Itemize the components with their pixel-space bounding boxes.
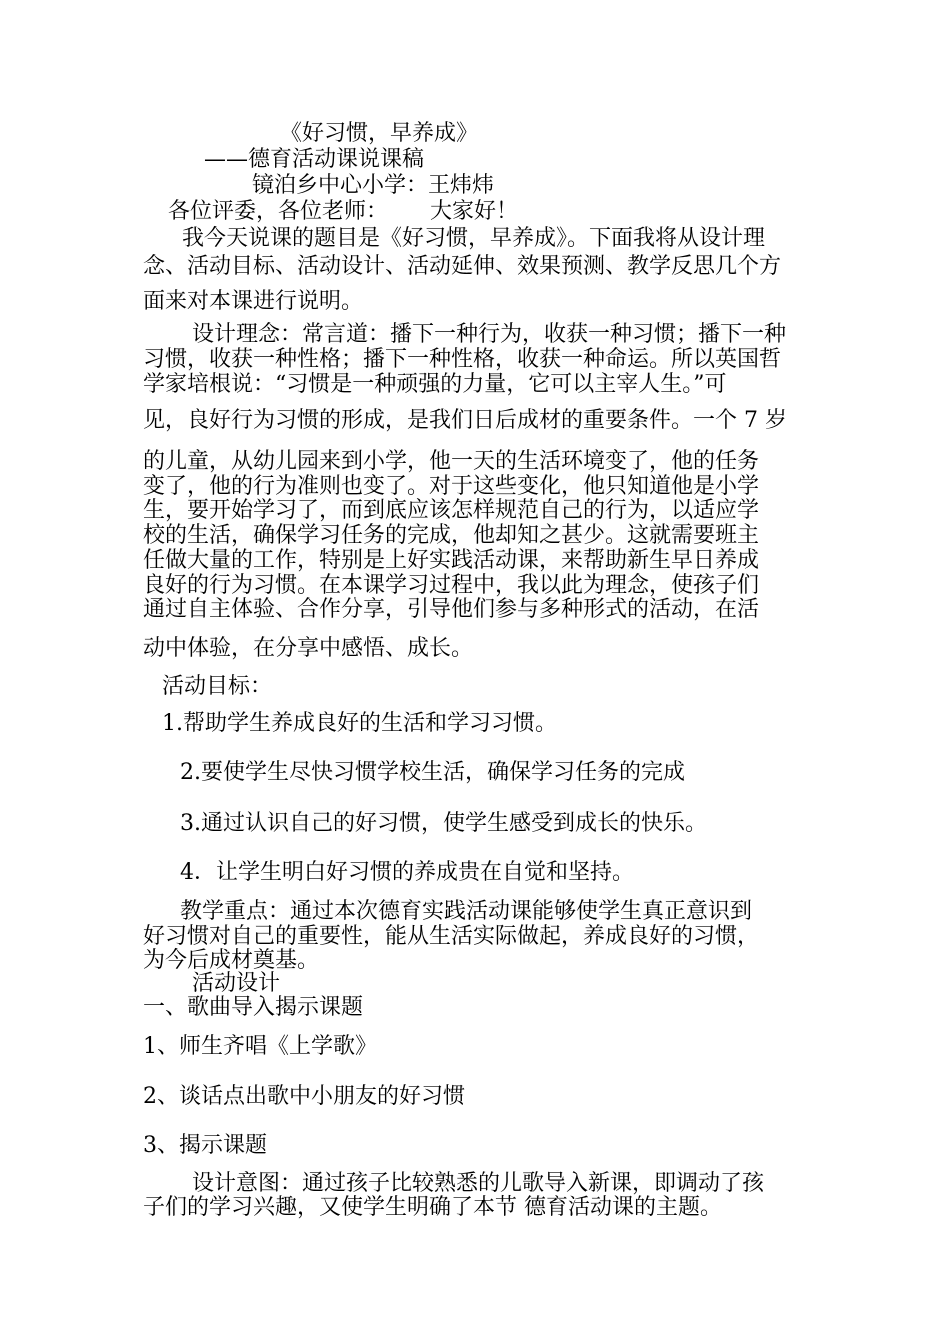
concept-line: 的儿童，从幼儿园来到小学，他一天的生活环境变了，他的任务	[143, 449, 760, 474]
design-step: 1、师生齐唱《上学歌》	[143, 1034, 377, 1059]
goal-item: 4．让学生明白好习惯的养成贵在自觉和坚持。	[180, 860, 634, 885]
goal-item: 3.通过认识自己的好习惯，使学生感受到成长的快乐。	[180, 811, 707, 836]
design-step: 2、谈话点出歌中小朋友的好习惯	[143, 1084, 465, 1109]
concept-line: 校的生活，确保学习任务的完成，他却知之甚少。这就需要班主	[143, 523, 760, 548]
design-heading: 活动设计	[192, 971, 281, 996]
greeting-hello: 大家好！	[430, 199, 519, 224]
intro-line: 我今天说课的题目是《好习惯，早养成》。下面我将从设计理	[182, 226, 766, 251]
goal-item: 2.要使学生尽快习惯学校生活，确保学习任务的完成	[180, 760, 685, 785]
section-heading: 一、歌曲导入揭示课题	[143, 995, 364, 1020]
doc-title: 《好习惯，早养成》	[280, 121, 479, 146]
intent-line: 子们的学习兴趣，又使学生明确了本节 德育活动课的主题。	[143, 1195, 722, 1220]
concept-line: 见，良好行为习惯的形成，是我们日后成材的重要条件。一个 7 岁	[143, 408, 787, 433]
concept-line: 习惯，收获一种性格；播下一种性格，收获一种命运。所以英国哲	[143, 347, 782, 372]
concept-line: 设计理念：常言道：播下一种行为，收获一种习惯；播下一种	[192, 322, 787, 347]
intro-line: 面来对本课进行说明。	[143, 289, 364, 314]
concept-line: 生，要开始学习了，而到底应该怎样规范自己的行为，以适应学	[143, 498, 760, 523]
design-step: 3、揭示课题	[143, 1133, 267, 1158]
goal-item: 1.帮助学生养成良好的生活和学习习惯。	[162, 711, 557, 736]
greeting-audience: 各位评委，各位老师：	[168, 199, 389, 224]
intent-line: 设计意图：通过孩子比较熟悉的儿歌导入新课，即调动了孩	[192, 1171, 765, 1196]
concept-line: 学家培根说：“习惯是一种顽强的力量，它可以主宰人生。”可	[143, 372, 727, 397]
doc-subtitle: ——德育活动课说课稿	[204, 147, 425, 172]
concept-line: 动中体验，在分享中感悟、成长。	[143, 636, 474, 661]
concept-line: 变了，他的行为准则也变了。对于这些变化，他只知道他是小学	[143, 474, 760, 499]
goals-heading: 活动目标：	[162, 674, 273, 699]
concept-line: 良好的行为习惯。在本课学习过程中，我以此为理念，使孩子们	[143, 573, 760, 598]
focus-line: 教学重点：通过本次德育实践活动课能够使学生真正意识到	[180, 899, 753, 924]
concept-line: 通过自主体验、合作分享，引导他们参与多种形式的活动，在活	[143, 597, 760, 622]
focus-line: 好习惯对自己的重要性，能从生活实际做起，养成良好的习惯，	[143, 924, 760, 949]
focus-line: 为今后成材奠基。	[143, 948, 320, 973]
doc-author: 镜泊乡中心小学：王炜炜	[252, 173, 495, 198]
intro-line: 念、活动目标、活动设计、活动延伸、效果预测、教学反思几个方	[143, 254, 782, 279]
concept-line: 任做大量的工作，特别是上好实践活动课，来帮助新生早日养成	[143, 548, 760, 573]
